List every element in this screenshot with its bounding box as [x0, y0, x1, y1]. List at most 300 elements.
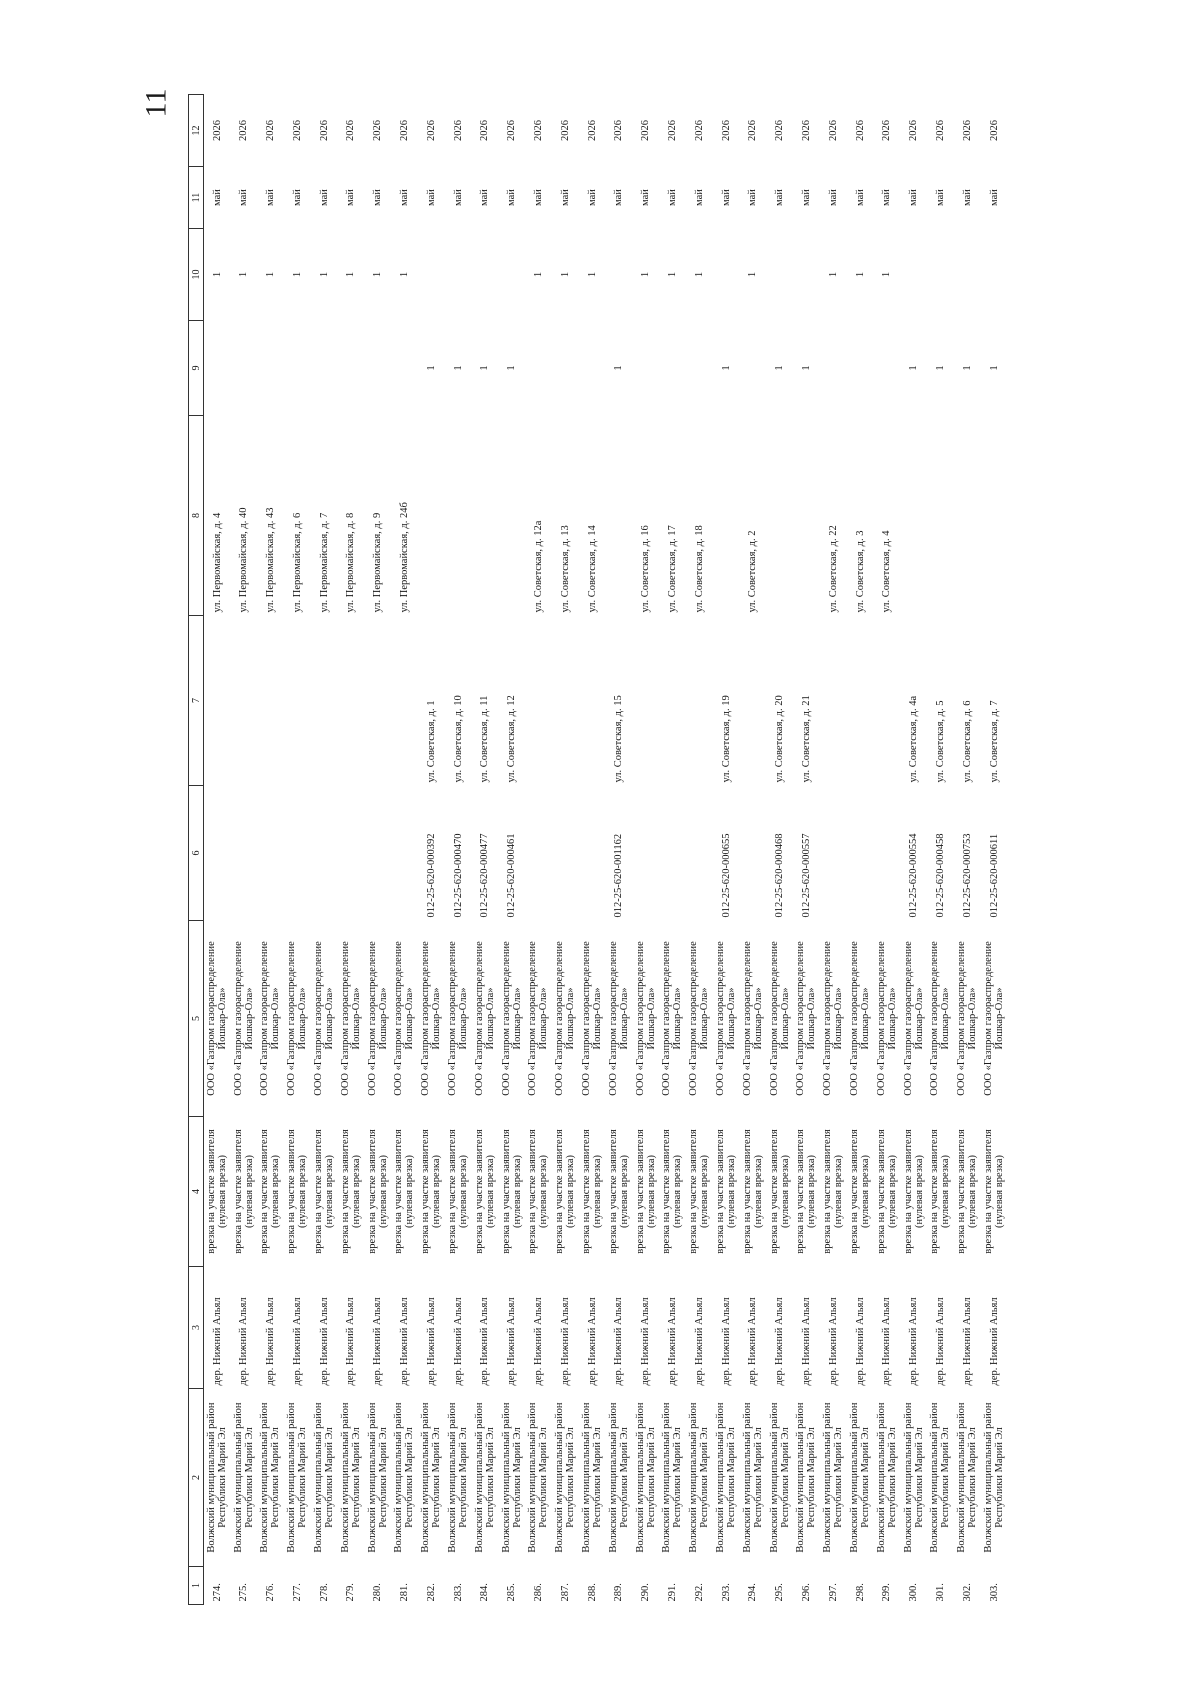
table-cell: 2026: [238, 120, 250, 141]
column-header: 1: [189, 1567, 204, 1605]
table-cell: [739, 786, 766, 921]
table-cell: врезка на участке заявителя (нулевая врезка): [393, 1129, 416, 1254]
table-cell: 1: [774, 365, 786, 371]
table-cell: дер. Нижний Альял: [318, 1297, 330, 1386]
table-cell: [686, 321, 713, 416]
table-cell: [793, 416, 820, 616]
table-cell: 1: [693, 271, 705, 278]
table-cell: ООО «Газпром газораспределение Йошкар-Ола»: [768, 941, 791, 1096]
table-cell: 1: [264, 271, 276, 278]
table-cell: [873, 786, 900, 921]
table-cell: май: [586, 189, 598, 206]
table-cell: 1: [238, 271, 250, 278]
table-cell: 2026: [586, 120, 598, 141]
table-cell: 012-25-620-000477: [479, 833, 491, 918]
table-cell: [418, 229, 445, 321]
table-cell: ООО «Газпром газораспределение Йошкар-Ола»: [500, 941, 523, 1096]
table-cell: врезка на участке заявителя (нулевая врезка): [741, 1129, 764, 1254]
table-cell: врезка на участке заявителя (нулевая врезка): [232, 1129, 255, 1254]
table-row: [471, 95, 498, 1605]
table-cell: врезка на участке заявителя (нулевая врезка): [313, 1129, 336, 1254]
table-cell: ул. Советская, д. 4а: [908, 695, 920, 783]
table-cell: ул. Первомайская, д. 9: [372, 512, 384, 613]
table-cell: 293.: [720, 1583, 732, 1602]
table-cell: Волжский муниципальный район Республики Марий Эл: [741, 1402, 764, 1553]
table-cell: 2026: [425, 120, 437, 141]
table-cell: ООО «Газпром газораспределение Йошкар-Ола»: [581, 941, 604, 1096]
table-cell: 1: [559, 271, 571, 278]
table-row: [847, 95, 874, 1605]
table-cell: 1: [800, 365, 812, 371]
table-cell: Волжский муниципальный район Республики Марий Эл: [366, 1402, 389, 1553]
table-cell: [605, 229, 632, 321]
table-cell: 303.: [988, 1583, 1000, 1602]
table-cell: [820, 786, 847, 921]
table-cell: [552, 321, 579, 416]
table-cell: ул. Первомайская, д. 43: [264, 507, 276, 613]
table-cell: ул. Советская, д. 13: [559, 525, 571, 613]
table-cell: врезка на участке заявителя (нулевая врезка): [929, 1129, 952, 1254]
table-cell: май: [774, 189, 786, 206]
table-cell: май: [988, 189, 1000, 206]
table-cell: 1: [532, 271, 544, 278]
table-cell: дер. Нижний Альял: [934, 1297, 946, 1386]
column-header: 5: [189, 921, 204, 1117]
table-cell: Волжский муниципальный район Республики Марий Эл: [259, 1402, 282, 1553]
data-table: [188, 94, 1007, 1605]
table-cell: 300.: [908, 1583, 920, 1602]
table-cell: ул. Советская, д. 18: [693, 525, 705, 613]
table-cell: 1: [318, 271, 330, 278]
table-cell: [230, 786, 257, 921]
table-cell: 012-25-620-000468: [774, 833, 786, 918]
table-cell: 012-25-620-001162: [613, 833, 625, 918]
table-cell: [981, 416, 1008, 616]
table-cell: 2026: [479, 120, 491, 141]
table-cell: Волжский муниципальный район Республики Марий Эл: [232, 1402, 255, 1553]
table-cell: [498, 416, 525, 616]
table-row: [364, 95, 391, 1605]
table-cell: май: [506, 189, 518, 206]
table-cell: май: [908, 189, 920, 206]
table-body: [204, 95, 1008, 1605]
table-cell: [686, 786, 713, 921]
table-cell: ООО «Газпром газораспределение Йошкар-Ола»: [607, 941, 630, 1096]
table-cell: май: [720, 189, 732, 206]
table-cell: врезка на участке заявителя (нулевая врезка): [581, 1129, 604, 1254]
table-cell: Волжский муниципальный район Республики Марий Эл: [447, 1402, 470, 1553]
table-row: [900, 95, 927, 1605]
table-cell: дер. Нижний Альял: [479, 1297, 491, 1386]
table-cell: ООО «Газпром газораспределение Йошкар-Ола»: [634, 941, 657, 1096]
table-cell: [981, 229, 1008, 321]
table-cell: 2026: [291, 120, 303, 141]
table-cell: [204, 616, 231, 786]
table-cell: [632, 786, 659, 921]
table-cell: [445, 229, 472, 321]
table-row: [418, 95, 445, 1605]
table-cell: [713, 416, 740, 616]
table-cell: 278.: [318, 1583, 330, 1602]
column-header: 10: [189, 229, 204, 321]
page-number: 11: [139, 88, 173, 118]
table-cell: ООО «Газпром газораспределение Йошкар-Ола»: [206, 941, 229, 1096]
table-cell: ул. Советская, д. 3: [854, 530, 866, 613]
table-cell: [820, 616, 847, 786]
header-row: [189, 95, 204, 1605]
table-cell: Волжский муниципальный район Республики Марий Эл: [607, 1402, 630, 1553]
table-cell: май: [640, 189, 652, 206]
table-cell: ул. Советская, д. 19: [720, 695, 732, 783]
table-cell: врезка на участке заявителя (нулевая врезка): [822, 1129, 845, 1254]
table-cell: ООО «Газпром газораспределение Йошкар-Ола»: [875, 941, 898, 1096]
table-cell: врезка на участке заявителя (нулевая врезка): [849, 1129, 872, 1254]
table-cell: 2026: [372, 120, 384, 141]
table-cell: [579, 616, 606, 786]
table-cell: 1: [934, 365, 946, 371]
table-cell: [391, 786, 418, 921]
table-cell: 1: [881, 271, 893, 278]
table-cell: врезка на участке заявителя (нулевая врезка): [420, 1129, 443, 1254]
column-header: 7: [189, 616, 204, 786]
table-cell: 2026: [961, 120, 973, 141]
table-cell: 012-25-620-000458: [934, 833, 946, 918]
table-cell: май: [425, 189, 437, 206]
table-cell: [471, 416, 498, 616]
table-row: [713, 95, 740, 1605]
table-cell: [284, 786, 311, 921]
table-cell: 012-25-620-000557: [800, 833, 812, 918]
table-cell: 2026: [827, 120, 839, 141]
table-cell: ул. Советская, д. 4: [881, 530, 893, 613]
table-cell: 2026: [345, 120, 357, 141]
table-cell: дер. Нижний Альял: [452, 1297, 464, 1386]
table-cell: Волжский муниципальный район Республики Марий Эл: [286, 1402, 309, 1553]
table-cell: 297.: [827, 1583, 839, 1602]
table-cell: Волжский муниципальный район Республики Марий Эл: [527, 1402, 550, 1553]
table-cell: 1: [640, 271, 652, 278]
table-cell: 296.: [800, 1583, 812, 1602]
table-cell: дер. Нижний Альял: [506, 1297, 518, 1386]
table-cell: врезка на участке заявителя (нулевая врезка): [527, 1129, 550, 1254]
column-header: 8: [189, 416, 204, 616]
table-cell: 1: [398, 271, 410, 278]
table-cell: [391, 616, 418, 786]
table-cell: Волжский муниципальный район Республики Марий Эл: [634, 1402, 657, 1553]
table-cell: 1: [988, 365, 1000, 371]
table-cell: врезка на участке заявителя (нулевая врезка): [983, 1129, 1005, 1254]
table-cell: врезка на участке заявителя (нулевая врезка): [688, 1129, 711, 1254]
table-cell: май: [666, 189, 678, 206]
table-cell: 290.: [640, 1583, 652, 1602]
table-cell: врезка на участке заявителя (нулевая врезка): [554, 1129, 577, 1254]
table-cell: [204, 786, 231, 921]
table-cell: 298.: [854, 1583, 866, 1602]
table-cell: май: [318, 189, 330, 206]
table-cell: [498, 229, 525, 321]
table-cell: ООО «Газпром газораспределение Йошкар-Ола»: [661, 941, 684, 1096]
table-cell: [739, 616, 766, 786]
table-cell: май: [934, 189, 946, 206]
table-cell: 2026: [693, 120, 705, 141]
table-cell: 282.: [425, 1583, 437, 1602]
table-cell: [552, 616, 579, 786]
table-cell: ул. Первомайская, д. 7: [318, 512, 330, 613]
table-cell: [391, 321, 418, 416]
table-cell: дер. Нижний Альял: [398, 1297, 410, 1386]
table-cell: май: [211, 189, 223, 206]
table-cell: ул. Советская, д. 12а: [532, 520, 544, 613]
table-cell: ООО «Газпром газораспределение Йошкар-Ола»: [956, 941, 979, 1096]
table-cell: Волжский муниципальный район Республики Марий Эл: [715, 1402, 738, 1553]
table-cell: 301.: [934, 1583, 946, 1602]
table-cell: [605, 416, 632, 616]
table-cell: [659, 616, 686, 786]
table-cell: [257, 321, 284, 416]
table-cell: ул. Первомайская, д. 6: [291, 512, 303, 613]
table-row: [954, 95, 981, 1605]
table-cell: врезка на участке заявителя (нулевая врезка): [795, 1129, 818, 1254]
table-cell: 1: [854, 271, 866, 278]
table-cell: 288.: [586, 1583, 598, 1602]
table-cell: врезка на участке заявителя (нулевая врезка): [634, 1129, 657, 1254]
table-cell: врезка на участке заявителя (нулевая врезка): [447, 1129, 470, 1254]
table-cell: 012-25-620-000655: [720, 833, 732, 918]
table-cell: Волжский муниципальный район Республики Марий Эл: [473, 1402, 496, 1553]
table-row: [230, 95, 257, 1605]
table-cell: [847, 616, 874, 786]
table-cell: [230, 321, 257, 416]
column-header: 2: [189, 1389, 204, 1567]
table-cell: ул. Советская, д. 16: [640, 525, 652, 613]
table-cell: врезка на участке заявителя (нулевая врезка): [875, 1129, 898, 1254]
table-cell: ул. Первомайская, д. 4: [211, 512, 223, 613]
table-cell: 2026: [211, 120, 223, 141]
table-cell: 1: [586, 271, 598, 278]
table-cell: дер. Нижний Альял: [827, 1297, 839, 1386]
table-cell: 2026: [640, 120, 652, 141]
table-cell: ООО «Газпром газораспределение Йошкар-Ола»: [286, 941, 309, 1096]
table-cell: 287.: [559, 1583, 571, 1602]
table-row: [391, 95, 418, 1605]
table-row: [337, 95, 364, 1605]
table-cell: ООО «Газпром газораспределение Йошкар-Ола»: [393, 941, 416, 1096]
table-cell: Волжский муниципальный район Республики Марий Эл: [313, 1402, 336, 1553]
table-cell: ООО «Газпром газораспределение Йошкар-Ола»: [795, 941, 818, 1096]
table-cell: май: [452, 189, 464, 206]
table-cell: 1: [666, 271, 678, 278]
table-cell: 285.: [506, 1583, 518, 1602]
table-cell: 2026: [559, 120, 571, 141]
table-cell: Волжский муниципальный район Республики Марий Эл: [875, 1402, 898, 1553]
table-cell: [873, 321, 900, 416]
table-cell: Волжский муниципальный район Республики Марий Эл: [420, 1402, 443, 1553]
table-cell: 277.: [291, 1583, 303, 1602]
table-cell: [793, 229, 820, 321]
table-cell: ул. Советская, д. 22: [827, 525, 839, 613]
table-cell: 2026: [934, 120, 946, 141]
column-header: 3: [189, 1267, 204, 1389]
table-row: [445, 95, 472, 1605]
table-cell: дер. Нижний Альял: [908, 1297, 920, 1386]
table-cell: 2026: [666, 120, 678, 141]
table-cell: май: [827, 189, 839, 206]
table-cell: дер. Нижний Альял: [640, 1297, 652, 1386]
table-cell: 1: [827, 271, 839, 278]
table-cell: ООО «Газпром газораспределение Йошкар-Ола»: [259, 941, 282, 1096]
table-cell: Волжский муниципальный район Республики Марий Эл: [500, 1402, 523, 1553]
table-cell: врезка на участке заявителя (нулевая врезка): [286, 1129, 309, 1254]
table-cell: 1: [506, 365, 518, 371]
table-cell: дер. Нижний Альял: [238, 1297, 250, 1386]
table-cell: [284, 616, 311, 786]
table-cell: [713, 229, 740, 321]
table-cell: ул. Советская, д. 15: [613, 695, 625, 783]
table-cell: 289.: [613, 1583, 625, 1602]
table-cell: ООО «Газпром газораспределение Йошкар-Ола»: [313, 941, 336, 1096]
table-cell: дер. Нижний Альял: [666, 1297, 678, 1386]
table-cell: ул. Советская, д. 11: [479, 695, 491, 783]
table-cell: 283.: [452, 1583, 464, 1602]
table-cell: дер. Нижний Альял: [881, 1297, 893, 1386]
table-cell: 2026: [800, 120, 812, 141]
table-cell: [954, 229, 981, 321]
table-cell: ООО «Газпром газораспределение Йошкар-Ола»: [366, 941, 389, 1096]
table-row: [686, 95, 713, 1605]
table-cell: врезка на участке заявителя (нулевая врезка): [607, 1129, 630, 1254]
table-cell: дер. Нижний Альял: [720, 1297, 732, 1386]
table-cell: [364, 616, 391, 786]
table-cell: ООО «Газпром газораспределение Йошкар-Ола»: [527, 941, 550, 1096]
table-cell: май: [264, 189, 276, 206]
table-cell: 1: [720, 365, 732, 371]
table-cell: 012-25-620-000753: [961, 833, 973, 918]
table-cell: [900, 416, 927, 616]
table-cell: врезка на участке заявителя (нулевая врезка): [715, 1129, 738, 1254]
table-cell: 2026: [506, 120, 518, 141]
table-cell: 1: [747, 271, 759, 278]
table-cell: Волжский муниципальный район Республики Марий Эл: [983, 1402, 1005, 1553]
table-cell: май: [693, 189, 705, 206]
table-cell: 1: [479, 365, 491, 371]
table-cell: 2026: [613, 120, 625, 141]
table-cell: 281.: [398, 1583, 410, 1602]
table-cell: дер. Нижний Альял: [372, 1297, 384, 1386]
table-cell: [900, 229, 927, 321]
table-cell: [927, 229, 954, 321]
table-cell: ул. Советская, д. 6: [961, 700, 973, 783]
table-cell: 1: [613, 365, 625, 371]
table-cell: врезка на участке заявителя (нулевая врезка): [206, 1129, 229, 1254]
table-cell: май: [613, 189, 625, 206]
table-cell: май: [345, 189, 357, 206]
table-cell: [311, 321, 338, 416]
table-cell: дер. Нижний Альял: [988, 1297, 1000, 1386]
table-cell: дер. Нижний Альял: [800, 1297, 812, 1386]
table-cell: дер. Нижний Альял: [532, 1297, 544, 1386]
table-cell: 1: [345, 271, 357, 278]
table-row: [739, 95, 766, 1605]
column-header: 4: [189, 1117, 204, 1267]
table-cell: дер. Нижний Альял: [559, 1297, 571, 1386]
table-cell: ул. Советская, д. 5: [934, 700, 946, 783]
table-cell: [445, 416, 472, 616]
table-cell: 2026: [452, 120, 464, 141]
table-cell: Волжский муниципальный район Республики Марий Эл: [849, 1402, 872, 1553]
table-cell: ООО «Газпром газораспределение Йошкар-Ола»: [983, 941, 1005, 1096]
table-cell: ООО «Газпром газораспределение Йошкар-Ола»: [715, 941, 738, 1096]
table-cell: ул. Советская, д. 14: [586, 525, 598, 613]
table-cell: [927, 416, 954, 616]
table-cell: 286.: [532, 1583, 544, 1602]
table-cell: дер. Нижний Альял: [586, 1297, 598, 1386]
table-cell: 302.: [961, 1583, 973, 1602]
table-row: [311, 95, 338, 1605]
table-cell: дер. Нижний Альял: [211, 1297, 223, 1386]
table-cell: 280.: [372, 1583, 384, 1602]
table-cell: [364, 321, 391, 416]
table-row: [927, 95, 954, 1605]
table-cell: 012-25-620-000611: [988, 833, 1000, 918]
table-cell: [659, 321, 686, 416]
table-row: [525, 95, 552, 1605]
table-cell: ООО «Газпром газораспределение Йошкар-Ола»: [554, 941, 577, 1096]
table-cell: 292.: [693, 1583, 705, 1602]
table-cell: ООО «Газпром газораспределение Йошкар-Ола»: [339, 941, 362, 1096]
table-cell: [739, 321, 766, 416]
table-cell: 299.: [881, 1583, 893, 1602]
table-cell: Волжский муниципальный район Республики Марий Эл: [661, 1402, 684, 1553]
table-cell: [873, 616, 900, 786]
table-cell: врезка на участке заявителя (нулевая врезка): [661, 1129, 684, 1254]
table-cell: [552, 786, 579, 921]
table-cell: ул. Первомайская, д. 8: [345, 512, 357, 613]
table-cell: врезка на участке заявителя (нулевая врезка): [956, 1129, 979, 1254]
table-cell: [954, 416, 981, 616]
table-cell: ул. Советская, д. 7: [988, 700, 1000, 783]
table-cell: ООО «Газпром газораспределение Йошкар-Ола»: [741, 941, 764, 1096]
table-cell: [579, 321, 606, 416]
table-cell: ООО «Газпром газораспределение Йошкар-Ола»: [822, 941, 845, 1096]
table-cell: [579, 786, 606, 921]
table-cell: ул. Советская, д. 1: [425, 700, 437, 783]
column-header: 6: [189, 786, 204, 921]
table-row: [498, 95, 525, 1605]
table-cell: май: [854, 189, 866, 206]
table-cell: Волжский муниципальный район Республики Марий Эл: [688, 1402, 711, 1553]
table-cell: ООО «Газпром газораспределение Йошкар-Ола»: [849, 941, 872, 1096]
table-cell: май: [961, 189, 973, 206]
table-cell: [257, 786, 284, 921]
table-cell: дер. Нижний Альял: [264, 1297, 276, 1386]
table-cell: врезка на участке заявителя (нулевая врезка): [902, 1129, 925, 1254]
table-cell: 2026: [532, 120, 544, 141]
table-cell: 2026: [908, 120, 920, 141]
rotated-table-sheet: [188, 95, 1003, 1605]
table-cell: 1: [372, 271, 384, 278]
table-cell: [525, 786, 552, 921]
table-cell: Волжский муниципальный район Республики Марий Эл: [339, 1402, 362, 1553]
table-cell: Волжский муниципальный район Республики Марий Эл: [956, 1402, 979, 1553]
table-cell: [525, 616, 552, 786]
table-cell: май: [291, 189, 303, 206]
table-cell: 1: [961, 365, 973, 371]
table-cell: 1: [291, 271, 303, 278]
table-cell: 276.: [264, 1583, 276, 1602]
table-cell: 2026: [720, 120, 732, 141]
table-row: [605, 95, 632, 1605]
table-cell: [337, 321, 364, 416]
